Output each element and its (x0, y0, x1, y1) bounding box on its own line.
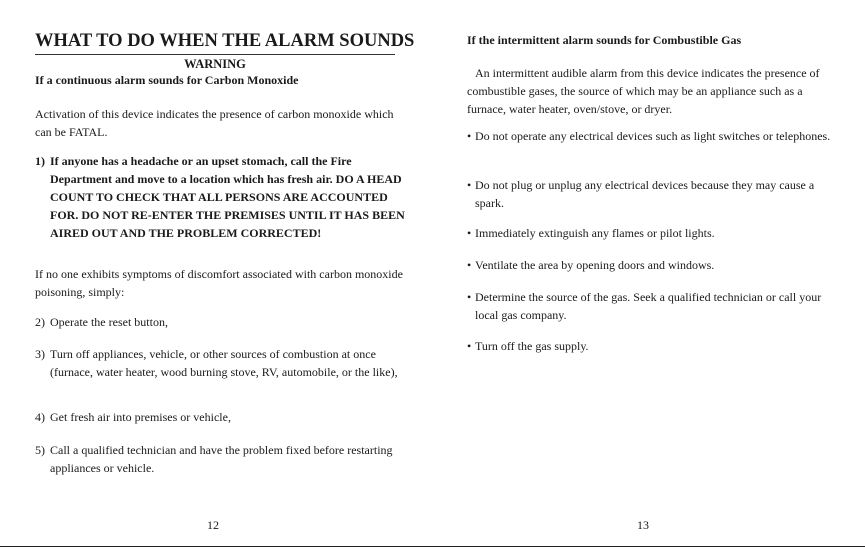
bullet-text: Determine the source of the gas. Seek a qualified technician or call your local gas company. (475, 290, 822, 322)
bullet-icon: • (467, 226, 472, 240)
step-text: If anyone has a headache or an upset stomach, call the Fire Department and move to a location which has fresh air. DO A HEAD COUNT TO CHECK THAT ALL PERSONS ARE ACCOUNTED FOR. DO NOT RE-ENTER THE PREMISES UNTIL IT HAS BEEN AIRED OUT AND THE PROBLEM CORRECTED! (50, 154, 405, 240)
bullet-icon: • (467, 258, 472, 272)
left-page (0, 0, 432, 559)
step-4 (35, 408, 407, 426)
bullet-item (467, 224, 832, 242)
co-intro-paragraph: Activation of this device indicates the presence of carbon monoxide which can be FATAL. (35, 107, 394, 139)
page-number: 13 (637, 518, 649, 532)
step-text: Operate the reset button, (50, 315, 168, 329)
page-title: WHAT TO DO WHEN THE ALARM SOUNDS (35, 31, 415, 51)
right-page (432, 0, 865, 559)
gas-alarm-subheading: If the intermittent alarm sounds for Combustible Gas (467, 33, 742, 47)
bullet-text: Turn off the gas supply. (475, 339, 589, 353)
step-3 (35, 345, 407, 381)
warning-heading: WARNING (184, 57, 246, 71)
title-underline (35, 54, 395, 55)
bullet-icon: • (467, 178, 472, 192)
bullet-item (467, 337, 832, 355)
bullet-text: Do not plug or unplug any electrical devices because they may cause a spark. (475, 178, 815, 210)
page-number: 12 (207, 518, 219, 532)
no-symptoms-paragraph: If no one exhibits symptoms of discomfort associated with carbon monoxide poisoning, simply: (35, 267, 403, 299)
step-2 (35, 313, 407, 331)
step-text: Get fresh air into premises or vehicle, (50, 410, 231, 424)
bullet-item (467, 256, 832, 274)
bullet-item (467, 127, 832, 145)
step-text: Turn off appliances, vehicle, or other sources of combustion at once (furnace, water heater, wood burning stove, RV, automobile, or the like), (50, 347, 398, 379)
step-number: 4) (35, 410, 45, 424)
gas-intro-paragraph: An intermittent audible alarm from this device indicates the presence of combustible gases, the source of which may be an appliance such as a furnace, water heater, oven/stove, or dryer. (467, 66, 820, 116)
step-number: 5) (35, 443, 45, 457)
bullet-item (467, 176, 832, 212)
step-number: 2) (35, 315, 45, 329)
step-number: 1) (35, 154, 45, 168)
step-1 (35, 152, 407, 242)
co-alarm-subheading: If a continuous alarm sounds for Carbon Monoxide (35, 73, 299, 87)
bottom-divider (0, 546, 865, 547)
step-text: Call a qualified technician and have the problem fixed before restarting appliances or vehicle. (50, 443, 393, 475)
bullet-icon: • (467, 339, 472, 353)
bullet-text: Do not operate any electrical devices such as light switches or telephones. (475, 129, 831, 143)
bullet-item (467, 288, 832, 324)
step-5 (35, 441, 407, 477)
bullet-icon: • (467, 129, 472, 143)
bullet-text: Ventilate the area by opening doors and windows. (475, 258, 715, 272)
step-number: 3) (35, 347, 45, 361)
bullet-text: Immediately extinguish any flames or pilot lights. (475, 226, 715, 240)
bullet-icon: • (467, 290, 472, 304)
